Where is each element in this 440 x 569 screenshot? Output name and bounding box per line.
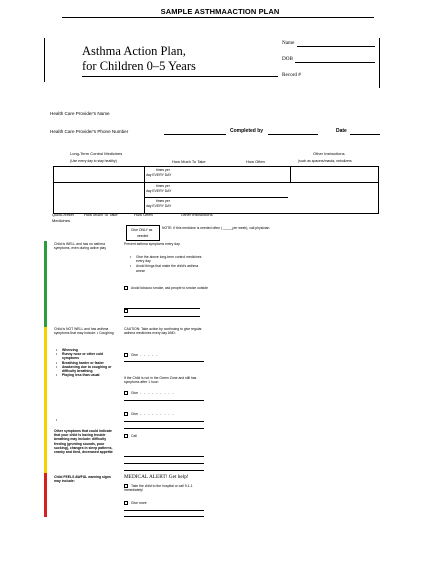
give-only-label: Give ONLY as [131,228,153,232]
red-divider-1 [124,510,204,511]
call-row [124,434,137,438]
if-green-text: If the Child is not in the Green Zone and still has symptoms after 1 hour: [124,376,197,385]
ltc-meds-table [53,166,379,214]
give-label-3: Give [131,412,138,416]
ltc-row-divider-1 [144,182,288,183]
red-zone-bar [44,473,47,517]
qr-note: NOTE: If this medicine is needed often ( _____per week), call physician [162,226,270,230]
yellow-zone-list [56,348,116,377]
provider-phone-field[interactable] [164,134,226,135]
green-zone-list [130,255,202,273]
green-zone-description: Child is WELL and has no asthma symptoms, even during active play [54,242,107,251]
red-divider-2 [124,516,204,517]
ltc-row-divider-2 [144,197,288,198]
ltc-row1-times: times per [156,168,170,172]
yellow-divider-6 [124,463,204,464]
green-zone-item: • Avoid things that make the child's asthma worse [130,264,202,272]
qr-other-instr-header: Other Instructions [181,212,213,217]
needed-label: needed [137,234,149,238]
date-field[interactable] [350,134,380,135]
give-checkbox-2[interactable] [124,391,128,395]
other-symptoms-text: Other symptoms that could indicate that your child is having trouble breathing may include: difficulty feeding (grunting sounds, poor sucking), changes in sleep patterns, cranky and tired, decreased appetite [54,429,113,455]
dob-field[interactable] [295,62,375,63]
plan-title-line1: Asthma Action Plan, [82,44,186,58]
ltc-row1-everyday: day EVERY DAY [146,173,172,177]
ltc-row3-everyday: day EVERY DAY [146,204,172,208]
take-child-text: Take the child to the hospital or call 9-1-1 immediately! [124,484,193,493]
give-checkbox-1[interactable] [124,353,128,357]
give-row-2: Give - - - - - - - - - [124,391,175,395]
yellow-symptom: • Playing less than usual [56,373,116,377]
provider-name-label: Health Care Provider's Name [50,111,110,116]
completed-by-label: Completed by [230,128,264,134]
give-label-1: Give [131,353,138,357]
red-zone-description: Child FEELS AWFUL warning signs may include: [54,475,111,484]
quick-relief-header-2: Medicines [52,218,71,223]
give-more-label: Give more [131,501,147,505]
green-divider-2 [124,316,200,317]
how-much-header: How Much To Take [172,159,206,164]
green-zone-item: • Give the above long-term control medicines every day [130,255,202,263]
how-often-header: How Often [246,159,265,164]
give-more-row [124,501,147,505]
ltc-meds-header: Long-Term Control Medicines [70,151,123,156]
yellow-divider-2 [124,400,204,401]
ltc-row3-times: times per [156,199,170,203]
yellow-symptom: • Wheezing [56,348,116,352]
name-field[interactable] [297,46,375,47]
give-row-1: Give - - - - - [124,353,158,357]
other-instr-subheader: (such as spacers/masks, nebulizers [298,159,352,163]
yellow-symptom: • Runny nose or other cold symptoms [56,352,116,360]
green-divider-1 [124,308,200,309]
title-underline [82,76,278,77]
give-checkbox-3[interactable] [124,412,128,416]
call-checkbox[interactable] [124,434,128,438]
yellow-extra-bullet: • [56,418,58,422]
medical-alert-text: MEDICAL ALERT! Get help! [124,474,189,480]
yellow-symptom: • Awakening due to coughing or difficulty breathing [56,365,116,373]
yellow-divider-7 [124,470,204,471]
call-label: Call [131,434,137,438]
yellow-divider-1 [124,361,204,362]
dob-label: DOB [282,56,293,62]
avoid-tobacco [124,286,210,290]
ltc-row2-everyday: day EVERY DAY [146,189,172,193]
avoid-tobacco-checkbox[interactable] [124,286,128,290]
page-title: SAMPLE ASTHMAACTION PLAN [160,7,280,16]
green-zone-intro: Prevent asthma symptoms every day [124,242,180,246]
yellow-zone-description: Child is NOT WELL and has asthma symptoms that may include: • Coughing [54,327,114,336]
plan-title-line2: for Children 0–5 Years [82,59,196,73]
provider-phone-label: Health Care Provider's Phone Number [50,129,129,134]
qr-how-much-header: How Much To Take [84,212,118,217]
ltc-row2-times: times per [156,184,170,188]
give-label-2: Give [131,391,138,395]
avoid-tobacco-text: Avoid tobacco smoke, ask people to smoke outside [131,286,209,290]
yellow-zone-bar [44,327,47,473]
yellow-divider-4 [124,428,204,429]
yellow-divider-3 [124,421,204,422]
qr-how-often-header: How Often [134,212,153,217]
green-checkbox[interactable] [124,302,131,320]
ltc-meds-subheader: (Use every day to stay healthy) [70,159,117,163]
give-more-checkbox[interactable] [124,501,128,505]
date-label: Date [336,128,347,134]
yellow-symptom: • Breathing harder or faster [56,361,116,365]
yellow-divider-5 [124,456,204,457]
caution-text: CAUTION: Take action by continuing to give regular asthma medicines every day AND: [124,327,202,336]
completed-by-field[interactable] [268,134,318,135]
quick-relief-header: Quick-Relief [52,212,74,217]
title-divider [62,17,374,18]
give-row-3: Give - - - - - - - - - [124,412,175,416]
other-instr-header: Other Instructions [313,151,345,156]
name-label: Name [282,40,295,46]
green-zone-bar [44,241,47,327]
record-label: Record # [282,72,301,78]
take-child-row [124,484,210,492]
